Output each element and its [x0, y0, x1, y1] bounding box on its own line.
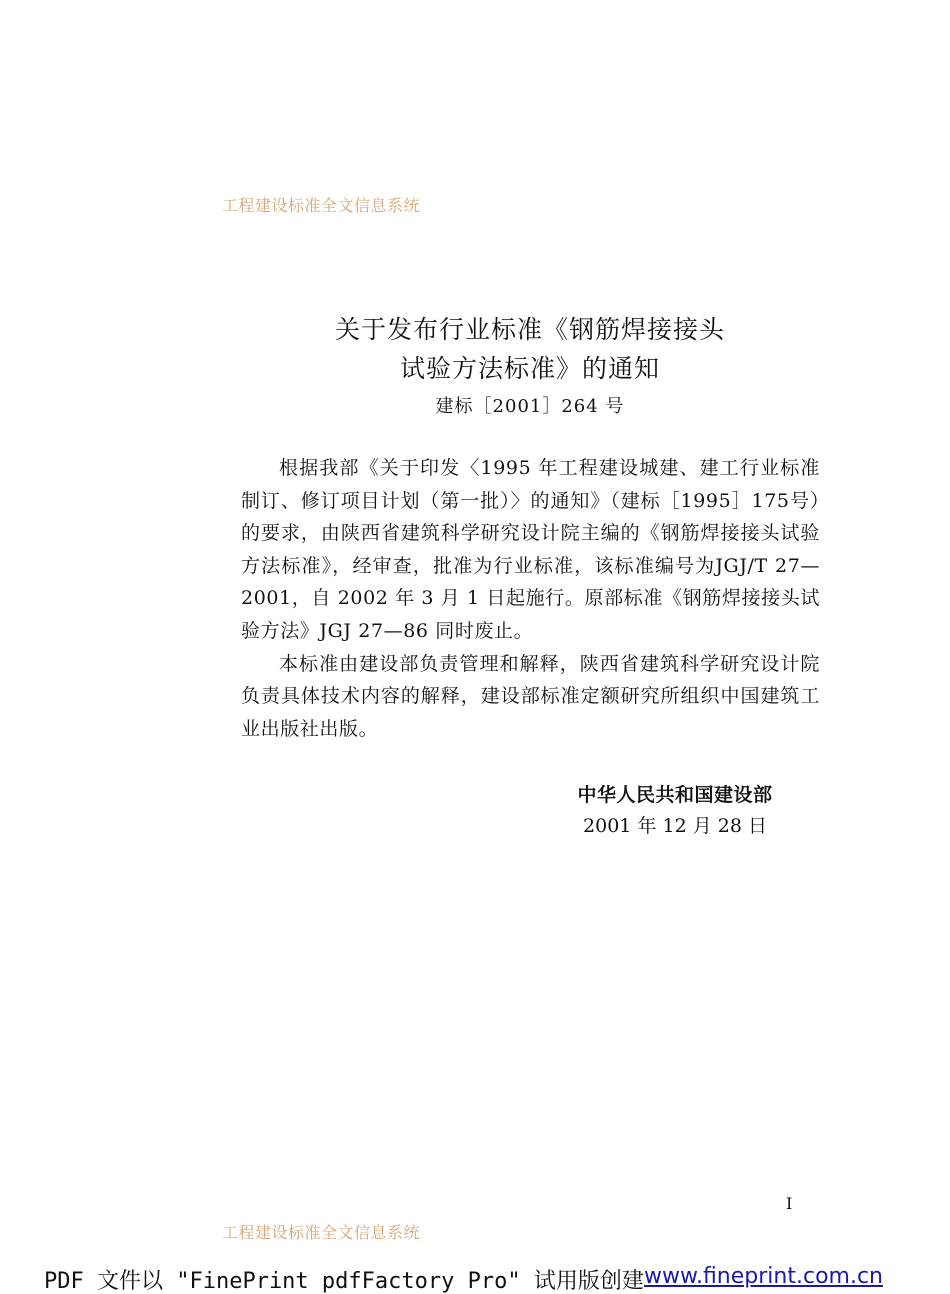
notice-title-line-2: 试验方法标准》的通知 [399, 354, 660, 383]
pdf-creator-notice: PDF 文件以 "FinePrint pdfFactory Pro" 试用版创建 [44, 1269, 644, 1294]
pdf-creator-footer [0, 1264, 950, 1294]
issuing-organization: 中华人民共和国建设部 [577, 784, 773, 806]
notice-body [241, 452, 820, 745]
page-number: I [786, 1194, 793, 1213]
issue-date: 2001 年 12 月 28 日 [583, 815, 767, 837]
notice-title-line-1: 关于发布行业标准《钢筋焊接接头 [334, 315, 725, 344]
watermark-header: 工程建设标准全文信息系统 [222, 196, 421, 215]
document-number: 建标［2001］264 号 [435, 396, 625, 417]
notice-title-block [200, 310, 860, 422]
watermark-footer: 工程建设标准全文信息系统 [222, 1223, 421, 1242]
body-paragraph-1: 根据我部《关于印发〈1995 年工程建设城建、建工行业标准制订、修订项目计划（第一批）〉的通知》（建标［1995］175号）的要求，由陕西省建筑科学研究设计院主编的《钢筋焊接接头试验方法标准》，经审查，批准为行业标准，该标准编号为JGJ/T 27—2001，自 2002 年 3 月 1 日起施行。原部标准《钢筋焊接接头试验方法》JGJ 27—86 同时废止。 [241, 457, 820, 642]
signature-block [560, 780, 790, 842]
fineprint-link[interactable]: www.fineprint.com.cn [644, 1264, 883, 1289]
body-paragraph-2: 本标准由建设部负责管理和解释，陕西省建筑科学研究设计院负责具体技术内容的解释，建设部标准定额研究所组织中国建筑工业出版社出版。 [241, 652, 820, 740]
